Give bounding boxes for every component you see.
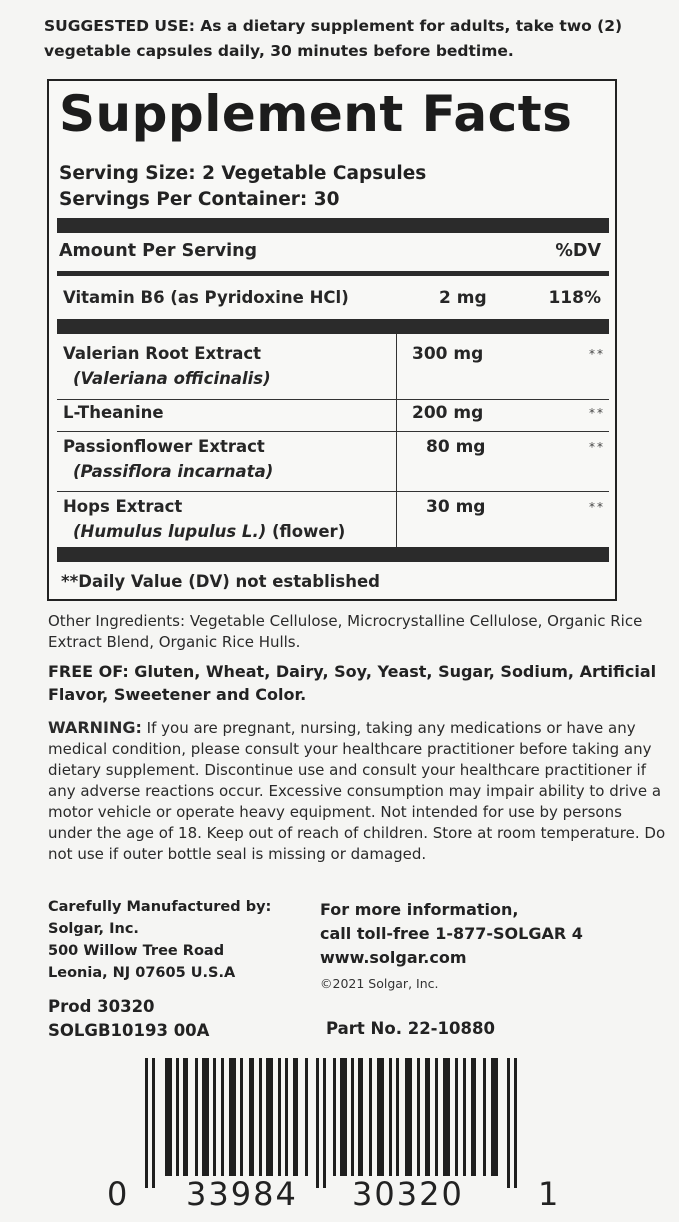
servings-per-container: Servings Per Container: 30 bbox=[59, 189, 340, 210]
ingredient-dv: ** bbox=[589, 500, 605, 514]
manufacturer-line: 500 Willow Tree Road bbox=[48, 943, 225, 959]
vitamin-b6-amount: 2 mg bbox=[439, 288, 487, 308]
dv-footnote: **Daily Value (DV) not established bbox=[61, 572, 380, 591]
ingredient-part: (flower) bbox=[266, 522, 346, 541]
column-divider bbox=[396, 334, 397, 547]
ingredient-dv: ** bbox=[589, 440, 605, 454]
contact-website: www.solgar.com bbox=[320, 948, 467, 967]
serving-info bbox=[59, 161, 426, 213]
facts-title: Supplement Facts bbox=[59, 85, 573, 143]
ingredient-scientific-name: (Valeriana officinalis) bbox=[73, 369, 271, 388]
warning-body: If you are pregnant, nursing, taking any medications or have any medical condition, please consult your healthcare practitioner before taking any dietary supplement. Discontinue use and consult your healthcare practitioner if any adverse reactions occur. Excessive consumption may impair ability to drive a motor vehicle or operate heavy equipment. Not intended for use by persons under the age of 18. Keep out of reach of children. Store at room temperature. Do not use if outer bottle seal is missing or damaged. bbox=[48, 719, 666, 863]
ingredient-scientific-line bbox=[73, 522, 345, 541]
divider-thick bbox=[57, 319, 609, 334]
other-ingredients: Other Ingredients: Vegetable Cellulose, Microcrystalline Cellulose, Organic Rice Extract Blend, Organic Rice Hulls. bbox=[48, 612, 643, 651]
contact-phone: call toll-free 1-877-SOLGAR 4 bbox=[320, 924, 583, 943]
lot-code: SOLGB10193 00A bbox=[48, 1021, 210, 1040]
row-divider bbox=[57, 431, 609, 432]
ingredient-name: Hops Extract bbox=[63, 497, 183, 516]
manufacturer-line: Leonia, NJ 07605 U.S.A bbox=[48, 965, 236, 981]
supplement-facts-panel bbox=[47, 79, 617, 601]
barcode-group-1: 33984 bbox=[186, 1175, 298, 1213]
ingredient-name: L-Theanine bbox=[63, 403, 164, 422]
vitamin-b6-name: Vitamin B6 (as Pyridoxine HCl) bbox=[63, 288, 349, 307]
warning-text bbox=[48, 717, 668, 865]
free-of-statement: FREE OF: Gluten, Wheat, Dairy, Soy, Yeast, Sugar, Sodium, Artificial Flavor, Sweetener and Color. bbox=[48, 662, 657, 704]
manufacturer-line: Solgar, Inc. bbox=[48, 921, 139, 937]
ingredient-name: Valerian Root Extract bbox=[63, 344, 262, 363]
ingredient-amount: 30 mg bbox=[426, 497, 486, 517]
row-divider bbox=[57, 399, 609, 400]
prod-code: Prod 30320 bbox=[48, 997, 155, 1016]
amount-per-serving-header: Amount Per Serving bbox=[59, 241, 258, 261]
ingredient-scientific-name: (Humulus lupulus L.) bbox=[73, 522, 267, 541]
barcode-digit-left: 0 bbox=[107, 1175, 128, 1213]
part-number: Part No. 22-10880 bbox=[326, 1019, 495, 1038]
ingredient-amount: 300 mg bbox=[412, 344, 484, 364]
ingredient-amount: 80 mg bbox=[426, 437, 486, 457]
divider-thick bbox=[57, 547, 609, 562]
barcode-digit-right: 1 bbox=[538, 1175, 559, 1213]
ingredient-name: Passionflower Extract bbox=[63, 437, 265, 456]
suggested-use-label: SUGGESTED USE: bbox=[44, 17, 195, 35]
serving-size: Serving Size: 2 Vegetable Capsules bbox=[59, 163, 427, 184]
ingredient-amount: 200 mg bbox=[412, 403, 484, 423]
row-divider bbox=[57, 491, 609, 492]
dv-header: %DV bbox=[555, 241, 601, 261]
barcode-group-2: 30320 bbox=[352, 1175, 464, 1213]
divider-medium bbox=[57, 271, 609, 276]
warning-label: WARNING: bbox=[48, 718, 142, 737]
suggested-use-text: As a dietary supplement for adults, take two (2) vegetable capsules daily, 30 minutes before bedtime. bbox=[44, 17, 623, 60]
suggested-use bbox=[44, 14, 644, 64]
copyright: ©2021 Solgar, Inc. bbox=[320, 976, 439, 991]
manufacturer-info bbox=[48, 896, 271, 984]
vitamin-b6-dv: 118% bbox=[548, 288, 601, 308]
ingredient-scientific-name: (Passiflora incarnata) bbox=[73, 462, 274, 481]
product-codes bbox=[48, 995, 209, 1043]
ingredient-dv: ** bbox=[589, 406, 605, 420]
divider-thick bbox=[57, 218, 609, 233]
contact-line: For more information, bbox=[320, 900, 519, 919]
manufacturer-line: Carefully Manufactured by: bbox=[48, 899, 272, 915]
contact-info bbox=[320, 898, 583, 970]
barcode bbox=[145, 1058, 520, 1188]
ingredient-dv: ** bbox=[589, 347, 605, 361]
